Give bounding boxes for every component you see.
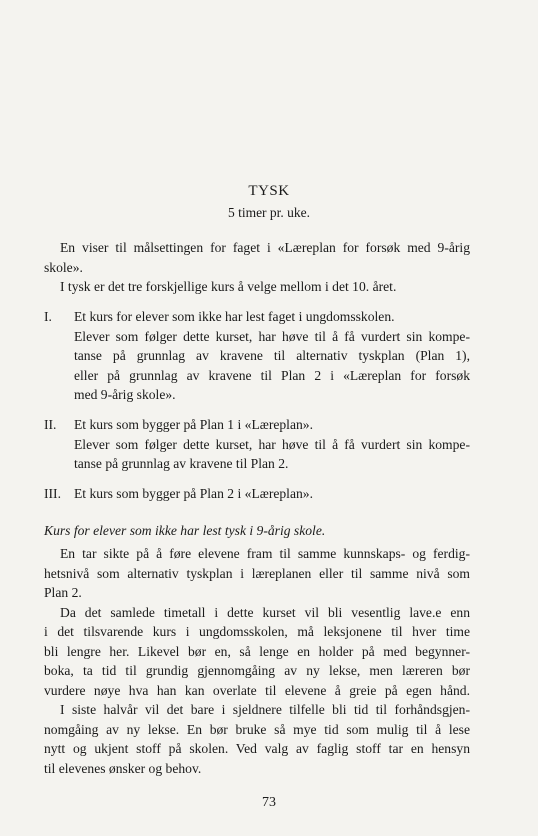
plan-line: Et kurs for elever som ikke har lest faget i ungdomsskolen. bbox=[74, 309, 395, 324]
page-number: 73 bbox=[262, 795, 276, 810]
plan-line: eller på grunnlag av kravene til Plan 2 i «Læreplan for forsøk bbox=[74, 368, 470, 383]
intro-line: En viser til målsettingen for faget i «Læreplan for forsøk med 9-årig bbox=[60, 240, 470, 255]
body-line: Da det samlede timetall i dette kurset vil bli vesentlig lave.e enn bbox=[60, 605, 470, 620]
body-line: nomgåing av ny lekse. En bør bruke så mye tid som mulig til å lese bbox=[44, 722, 470, 737]
plan-line: tanse på grunnlag av kravene til Plan 2. bbox=[74, 456, 289, 471]
plan-line: Et kurs som bygger på Plan 1 i «Læreplan». bbox=[74, 417, 313, 432]
body-line: vurdere nøye hva han kan overlate til elevene å greie på egen hånd. bbox=[44, 683, 470, 698]
plan-line: Et kurs som bygger på Plan 2 i «Læreplan». bbox=[74, 486, 313, 501]
body-line: Plan 2. bbox=[44, 585, 82, 600]
plan-numeral: III. bbox=[44, 486, 61, 501]
body-line: I siste halvår vil det bare i sjeldnere tilfelle bli tid til forhåndsgjen- bbox=[60, 702, 470, 717]
intro-line: skole». bbox=[44, 260, 83, 275]
plan-numeral: I. bbox=[44, 309, 52, 324]
plan-line: Elever som følger dette kurset, har høve til å få vurdert sin kompe- bbox=[74, 329, 470, 344]
body-line: En tar sikte på å føre elevene fram til samme kunnskaps- og ferdig- bbox=[60, 546, 470, 561]
body-line: bli lengre her. Likevel bør en, så lenge en holder på med begynner- bbox=[44, 644, 470, 659]
body-line: hetsnivå som alternativ tyskplan i læreplanen eller til samme nivå som bbox=[44, 566, 470, 581]
page-subtitle: 5 timer pr. uke. bbox=[227, 205, 311, 220]
body-line: i det tilsvarende kurs i ungdomsskolen, må leksjonene til hver time bbox=[44, 624, 470, 639]
body-line: boka, ta tid til grundig gjennomgåing av ny lekse, men læreren bør bbox=[44, 663, 470, 678]
body-line: nytt og ukjent stoff på skolen. Ved valg av faglig stoff tar en hensyn bbox=[44, 741, 470, 756]
plan-line: med 9-årig skole». bbox=[74, 387, 176, 402]
plan-line: tanse på grunnlag av kravene til alternativ tyskplan (Plan 1), bbox=[74, 348, 470, 363]
body-line: til elevenes ønsker og behov. bbox=[44, 761, 202, 776]
page-title: TYSK bbox=[248, 183, 290, 199]
section-heading: Kurs for elever som ikke har lest tysk i 9-årig skole. bbox=[44, 523, 326, 538]
intro-line: I tysk er det tre forskjellige kurs å velge mellom i det 10. året. bbox=[60, 279, 397, 294]
plan-line: Elever som følger dette kurset, har høve til å få vurdert sin kompe- bbox=[74, 437, 470, 452]
plan-numeral: II. bbox=[44, 417, 57, 432]
